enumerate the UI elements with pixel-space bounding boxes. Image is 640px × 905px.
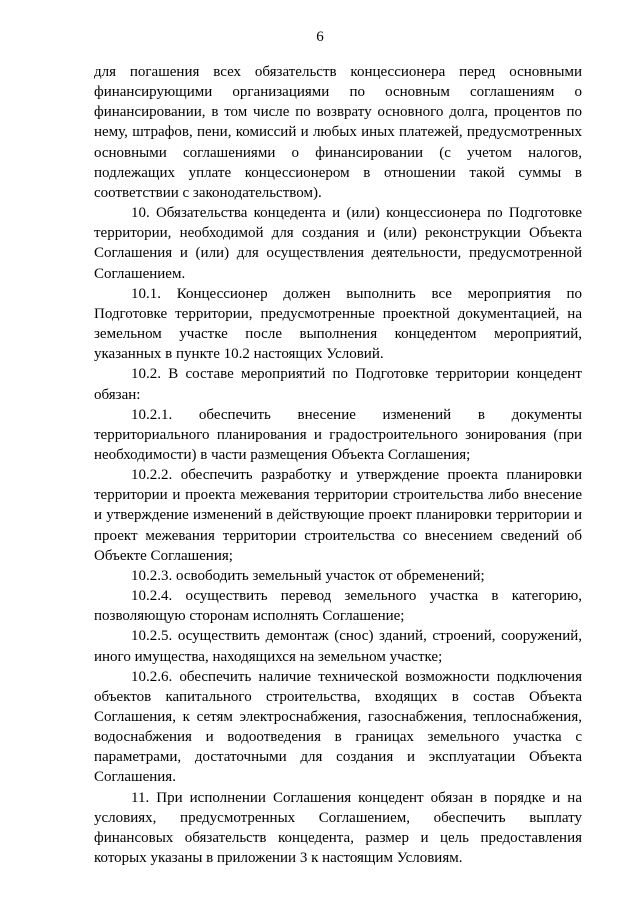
paragraph-10-1: 10.1. Концессионер должен выполнить все мероприятия по Подготовке территории, предусмотренные проектной документацией, на земельном участке после выполнения концедентом мероприятий, указанных в пункте 10.2 настоящих Условий. — [94, 285, 582, 363]
paragraph-10-2-6: 10.2.6. обеспечить наличие технической возможности подключения объектов капитального строительства, входящих в состав Объекта Соглашения, к сетям электроснабжения, газоснабжения, теплоснабжения, водоснабжения и водоотведения в границах земельного участка с параметрами, достаточными для создания и эксплуатации Объекта Соглашения. — [94, 668, 582, 786]
paragraph-11: 11. При исполнении Соглашения концедент обязан в порядке и на условиях, предусмотренных Соглашением, обеспечить выплату финансовых обязательств концедента, размер и цель предоставления которых указаны в приложении 3 к настоящим Условиям. — [94, 789, 582, 867]
paragraph-10-2-4: 10.2.4. осуществить перевод земельного участка в категорию, позволяющую сторонам исполнять Соглашение; — [94, 588, 582, 625]
paragraph-10-2-2: 10.2.2. обеспечить разработку и утверждение проекта планировки территории и проекта межевания территории строительства либо внесение и утверждение изменений в действующие проект планировки территории и проект межевания территории строительства со внесением сведений об Объекте Соглашения; — [94, 467, 582, 564]
document-body — [94, 62, 582, 868]
paragraph-10-2: 10.2. В составе мероприятий по Подготовке территории концедент обязан: — [94, 366, 582, 403]
paragraph-10-2-3: 10.2.3. освободить земельный участок от обременений; — [131, 567, 485, 584]
paragraph-10-2-5: 10.2.5. осуществить демонтаж (снос) зданий, строений, сооружений, иного имущества, находящихся на земельном участке; — [94, 628, 582, 665]
paragraph-continuation: для погашения всех обязательств концессионера перед основными финансирующими организациями по основным соглашениям о финансировании, в том числе по возврату основного долга, процентов по нему, штрафов, пени, комиссий и любых иных платежей, предусмотренных основными соглашениями о финансировании (с учетом налогов, подлежащих уплате концессионером в отношении такой суммы в соответствии с законодательством). — [94, 64, 582, 201]
paragraph-10-2-1: 10.2.1. обеспечить внесение изменений в документы территориального планирования и градостроительного зонирования (при необходимости) в части размещения Объекта Соглашения; — [94, 406, 582, 463]
page-number: 6 — [316, 29, 324, 45]
paragraph-10: 10. Обязательства концедента и (или) концессионера по Подготовке территории, необходимой для создания и (или) реконструкции Объекта Соглашения и (или) для осуществления деятельности, предусмотренной Соглашением. — [94, 205, 582, 282]
